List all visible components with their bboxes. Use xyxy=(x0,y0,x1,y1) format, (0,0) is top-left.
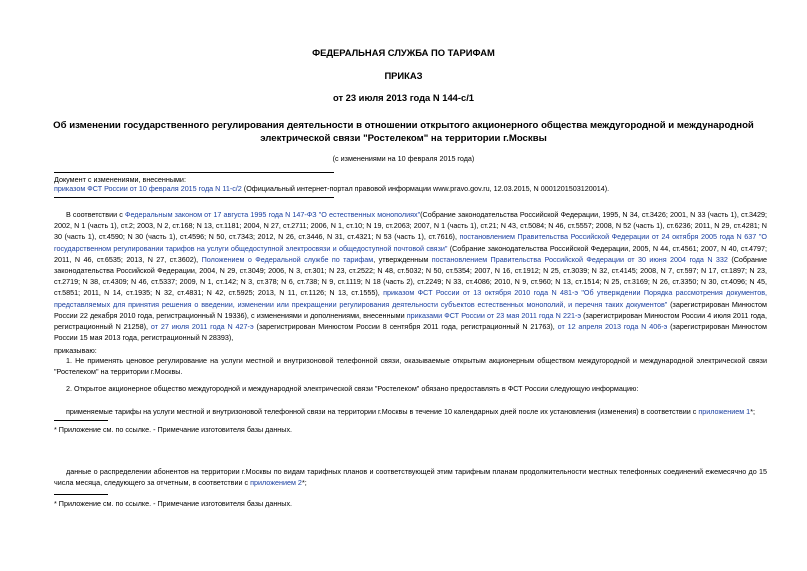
revision-note: (с изменениями на 10 февраля 2015 года) xyxy=(332,154,475,163)
document-title: Об изменении государственного регулирования деятельности в отношении открытого акционерного общества междугородной и международной электрической связи "Ростелеком" на территории г.Москвы xyxy=(53,120,754,144)
link-federal-law-147[interactable]: Федеральным законом от 17 августа 1995 года N 147-ФЗ "О естественных монополиях" xyxy=(125,210,421,219)
preamble-text: (зарегистрирован Минюстом России 4 июля 2011 года, регистрационный N 21258), xyxy=(54,310,767,332)
amendments-divider-bottom xyxy=(54,197,334,198)
order-word: приказываю: xyxy=(54,346,97,355)
footnote-1: * Приложение см. по ссылке. - Примечание изготовителя базы данных. xyxy=(54,425,293,434)
link-resolution-332[interactable]: постановлением Правительства Российской Федерации от 30 июня 2004 года N 332 xyxy=(431,254,728,264)
tariffs-tail: *; xyxy=(750,407,755,416)
subscribers-paragraph xyxy=(54,466,767,488)
amendments-line xyxy=(54,183,774,194)
tariffs-paragraph xyxy=(54,406,767,417)
preamble-text: (зарегистрирован Минюстом России 22 декабря 2010 года, регистрационный N 19336), с изменениями и дополнениями, внесенными xyxy=(54,299,767,320)
link-resolution-637[interactable]: постановлением Правительства Российской Федерации от 24 октября 2005 года N 637 "О государственном регулировании тарифов на услуги общедоступной электросвязи и общедоступной почтовой связи" xyxy=(54,232,767,253)
preamble-text: , утвержденным xyxy=(373,254,432,264)
tariffs-text: применяемые тарифы на услуги местной и внутризоновой телефонной связи на территории г.Москвы в течение 10 календарных дней после их установления (изменения) в соответствии с xyxy=(66,407,699,416)
doc-type-heading: ПРИКАЗ xyxy=(384,70,423,81)
preamble-text: (Собрание законодательства Российской Федерации, 2004, N 29, ст.3049; 2006, N 3, ст.301; N 23, ст.2522; N 48, ст.5032; N 50, ст.5354; 2007, N 16, ст.1912; N 25, ст.3039; N 32, ст.4145; 2008, N 7, ст.597; N 17, ст.1897; N 23, ст.2719; N 38, ст.4309; N 46, ст.5337; 2009, N 1, ст.142; N 3, ст.378; N 6, ст.738; N 9, ст.1119; N 18 (часть 2), ст.2249; N 33, ст.4086; 2010, N 9, ст.960; N 13, ст.1514; N 25, ст.3169; N 26, ст.3350; N 30, ст.4096; N 45, ст.5851; 2011, N 14, ст.1935; N 32, ст.4831; N 42, ст.5925; 2013, N 11, ст.1126; N 13, ст.1555), xyxy=(54,254,767,298)
amendment-source: (Официальный интернет-портал правовой информации www.pravo.gov.ru, 12.03.2015, N 0001201503120014). xyxy=(241,184,610,193)
footnote-2: * Приложение см. по ссылке. - Примечание изготовителя базы данных. xyxy=(54,499,293,508)
link-order-481e[interactable]: приказом ФСТ России от 13 октября 2010 года N 481-э "Об утверждении Порядка рассмотрения документов, представляемых для принятия решения о введении, изменении или прекращении регулирования деятельности субъектов естественных монополий, и перечня таких документов" xyxy=(54,288,768,309)
preamble-paragraph xyxy=(54,209,767,343)
agency-heading: ФЕДЕРАЛЬНАЯ СЛУЖБА ПО ТАРИФАМ xyxy=(312,47,495,58)
link-appendix-1[interactable]: приложением 1 xyxy=(698,407,751,416)
amendments-divider xyxy=(54,172,334,173)
date-number-heading: от 23 июля 2013 года N 144-с/1 xyxy=(332,92,475,103)
preamble-text: (зарегистрирован Минюстом России 8 сентября 2011 года, регистрационный N 21763), xyxy=(253,322,558,332)
item-2: 2. Открытое акционерное общество междугородной и международной электрической связи "Ростелеком" обязано предоставлять в ФСТ России следующую информацию: xyxy=(66,384,639,393)
preamble-text: (Собрание законодательства Российской Федерации, 2005, N 44, ст.4561; 2007, N 40, ст.4797; 2011, N 46, ст.6535; 2013, N 27, ст.3602), xyxy=(54,243,767,264)
footnote-divider-2 xyxy=(54,494,108,495)
amendments-label: Документ с изменениями, внесенными: xyxy=(54,175,186,184)
link-fst-regulation[interactable]: Положением о Федеральной службе по тарифам xyxy=(201,254,374,264)
link-order-221e[interactable]: приказами ФСТ России от 23 мая 2011 года N 221-э xyxy=(406,310,582,320)
preamble-text: (зарегистрирован Минюстом России 15 мая 2013 года, регистрационный N 28393), xyxy=(54,322,767,343)
link-order-427e[interactable]: от 27 июля 2011 года N 427-э xyxy=(150,322,254,332)
preamble-text: В соответствии с xyxy=(66,210,125,219)
item-1: 1. Не применять ценовое регулирование на услуги местной и внутризоновой телефонной связи, оказываемые открытым акционерным обществом междугородной и международной электрической связи "Ростелеком" на территории г.Москвы. xyxy=(54,356,767,377)
amendment-link[interactable]: приказом ФСТ России от 10 февраля 2015 года N 11-с/2 xyxy=(54,184,242,193)
subscribers-text: данные о распределении абонентов на территории г.Москвы по видам тарифных планов и соответствующей этим тарифным планам продолжительности местных телефонных соединений ежемесячно до 15 числа месяца, следующего за отчетным, в соответствии с xyxy=(54,467,767,488)
link-appendix-2[interactable]: приложением 2 xyxy=(250,478,302,488)
subscribers-tail: *; xyxy=(301,478,307,488)
preamble-text: (Собрание законодательства Российской Федерации, 1995, N 34, ст.3426; 2001, N 33 (часть 1), ст.3429; 2002, N 1 (часть 1), ст.2; 2003, N 2, ст.168; N 13, ст.1181; 2004, N 27, ст.2711; 2006, N 1, ст.10; N 19, ст.2063; 2007, N 1 (часть 1), ст.21; N 43, ст.5084; N 46, ст.5557; 2008, N 52 (часть 1), ст.6236; 2011, N 29, ст.4281; N 30 (часть 1), ст.4590; N 30 (часть 1), ст.4596; N 50, ст.7343; 2012, N 26, ст.3446, N 31, ст.4321; N 53 (часть 1), ст.7616), xyxy=(54,210,768,242)
link-order-406e[interactable]: от 12 апреля 2013 года N 406-э xyxy=(557,322,668,332)
footnote-divider-1 xyxy=(54,420,108,421)
